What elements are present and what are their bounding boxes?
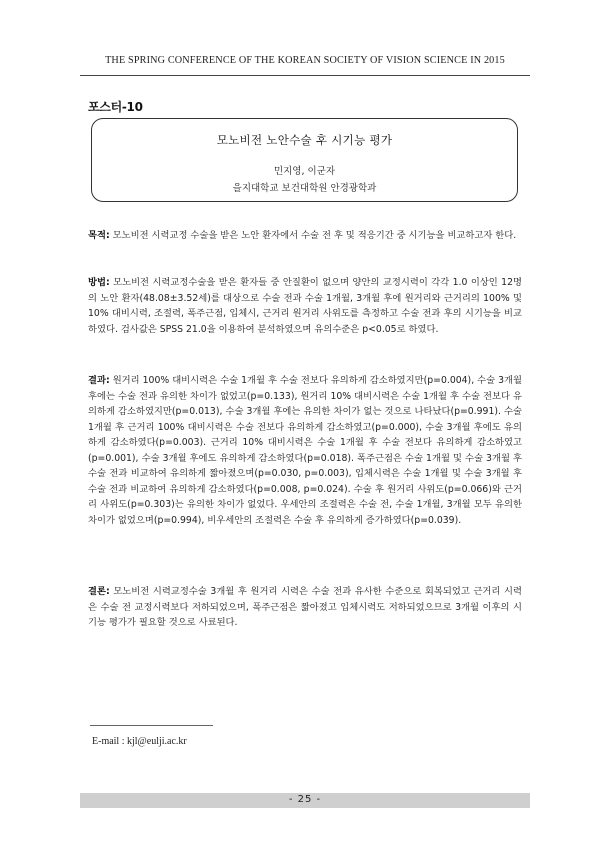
paper-title: 모노비전 노안수술 후 시기능 평가 (216, 133, 393, 147)
page-footer-bar (80, 793, 530, 808)
conclusion-section (88, 584, 522, 631)
results-text: 원거리 100% 대비시력은 수술 1개월 후 수술 전보다 유의하게 감소하였지만(p=0.004), 수술 3개월 후에는 수술 전과 유의한 차이가 없었고(p=0.133), 원거리 10% 대비시력은 수술 1개월 후 수술 전보다 유의하게 감소하였지만(p=0.013), 수술 3개월 후에는 유의한 차이가 없는 것으로 나타났다(p=0.991). 수술 1개월 후 근거리 100% 대비시력은 수술 전보다 유의하게 감소하였고(p=0.000), 수술 3개월 후에도 유의하게 감소하였다(p=0.003). 근거리 10% 대비시력은 수술 1개월 후 수술 전보다 유의하게 감소하였고(p=0.001), 수술 3개월 후에도 유의하게 감소하였다(p=0.018). 폭주근점은 수술 1개월 및 수술 3개월 후 수술 전과 비교하여 유의하게 짧아졌으며(p=0.030, p=0.003), 입체시력은 수술 1개월 및 수술 3개월 후 수술 전과 비교하여 유의하게 감소하였다(p=0.008, p=0.024). 수술 후 원거리 사위도(p=0.066)와 근거리 사위도(p=0.303)는 유의한 차이가 없었다. 우세안의 조절력은 수술 전, 수술 1개월, 3개월 모두 유의한 차이가 없었으며(p=0.994), 비우세안의 조절력은 수술 후 유의하게 증가하였다(p=0.039). (88, 375, 522, 526)
methods-label: 방법: (88, 277, 110, 288)
conclusion-label: 결론: (88, 586, 110, 597)
page-number: - 25 - (288, 794, 322, 805)
footnote-divider (90, 725, 213, 726)
conference-header: THE SPRING CONFERENCE OF THE KOREAN SOCIETY OF VISION SCIENCE IN 2015 (105, 55, 505, 66)
affiliation: 을지대학교 보건대학원 안경광학과 (232, 183, 377, 194)
methods-text: 모노비전 시력교정수술을 받은 환자들 중 안질환이 없으며 양안의 교정시력이 각각 1.0 이상인 12명의 노안 환자(48.08±3.52세)를 대상으로 수술 전과 수술 1개월, 3개월 후에 원거리와 근거리의 100% 및 10% 대비시력, 조절력, 폭주근점, 입체시, 근거리 원거리 사위도를 측정하고 수술 전과 후의 시기능을 비교하였다. 검사값은 SPSS 21.0을 이용하여 분석하였으며 유의수준은 p<0.05로 하였다. (88, 277, 522, 335)
poster-label: 포스터-10 (88, 100, 143, 114)
purpose-label: 목적: (88, 230, 110, 241)
conclusion-text: 모노비전 시력교정수술 3개월 후 원거리 시력은 수술 전과 유사한 수준으로 회복되었고 근거리 시력은 수술 전 교정시력보다 저하되었으며, 폭주근점은 짧아졌고 입체시력도 저하되었으므로 3개월 이후의 시기능 평가가 필요할 것으로 사료된다. (88, 586, 522, 628)
footnote-email: E-mail : kjl@eulji.ac.kr (92, 736, 187, 747)
results-label: 결과: (88, 375, 110, 386)
purpose-text: 모노비전 시력교정 수술을 받은 노안 환자에서 수술 전 후 및 적응기간 중 시기능을 비교하고자 한다. (112, 230, 517, 241)
results-section (88, 373, 522, 528)
methods-section (88, 275, 522, 337)
title-box (91, 118, 518, 202)
header-divider (80, 75, 530, 76)
authors: 민지영, 이군자 (273, 166, 336, 177)
purpose-section (88, 228, 522, 244)
